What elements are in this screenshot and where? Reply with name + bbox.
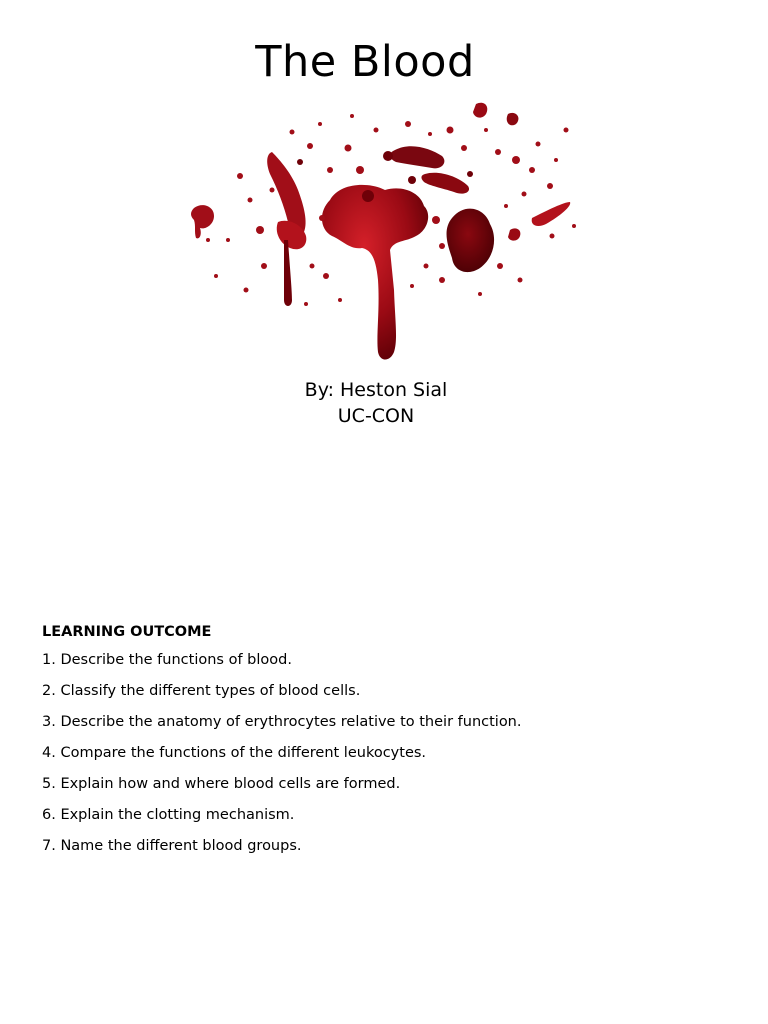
learning-outcome-heading: LEARNING OUTCOME	[42, 624, 212, 640]
blood-splatter-image	[180, 90, 600, 370]
list-item: 5. Explain how and where blood cells are formed.	[42, 776, 401, 792]
page-title: The Blood	[255, 37, 475, 87]
author-name: By: Heston Sial	[304, 379, 448, 401]
list-item: 6. Explain the clotting mechanism.	[42, 807, 295, 823]
list-item: 4. Compare the functions of the different leukocytes.	[42, 745, 427, 761]
list-item: 2. Classify the different types of blood cells.	[42, 683, 361, 699]
list-item: 1. Describe the functions of blood.	[42, 652, 292, 668]
list-item: 3. Describe the anatomy of erythrocytes relative to their function.	[42, 714, 522, 730]
learning-outcome-list	[42, 645, 722, 862]
institution-name: UC-CON	[337, 405, 415, 427]
learning-outcome-section	[42, 619, 722, 862]
byline	[0, 377, 752, 429]
list-item: 7. Name the different blood groups.	[42, 838, 302, 854]
